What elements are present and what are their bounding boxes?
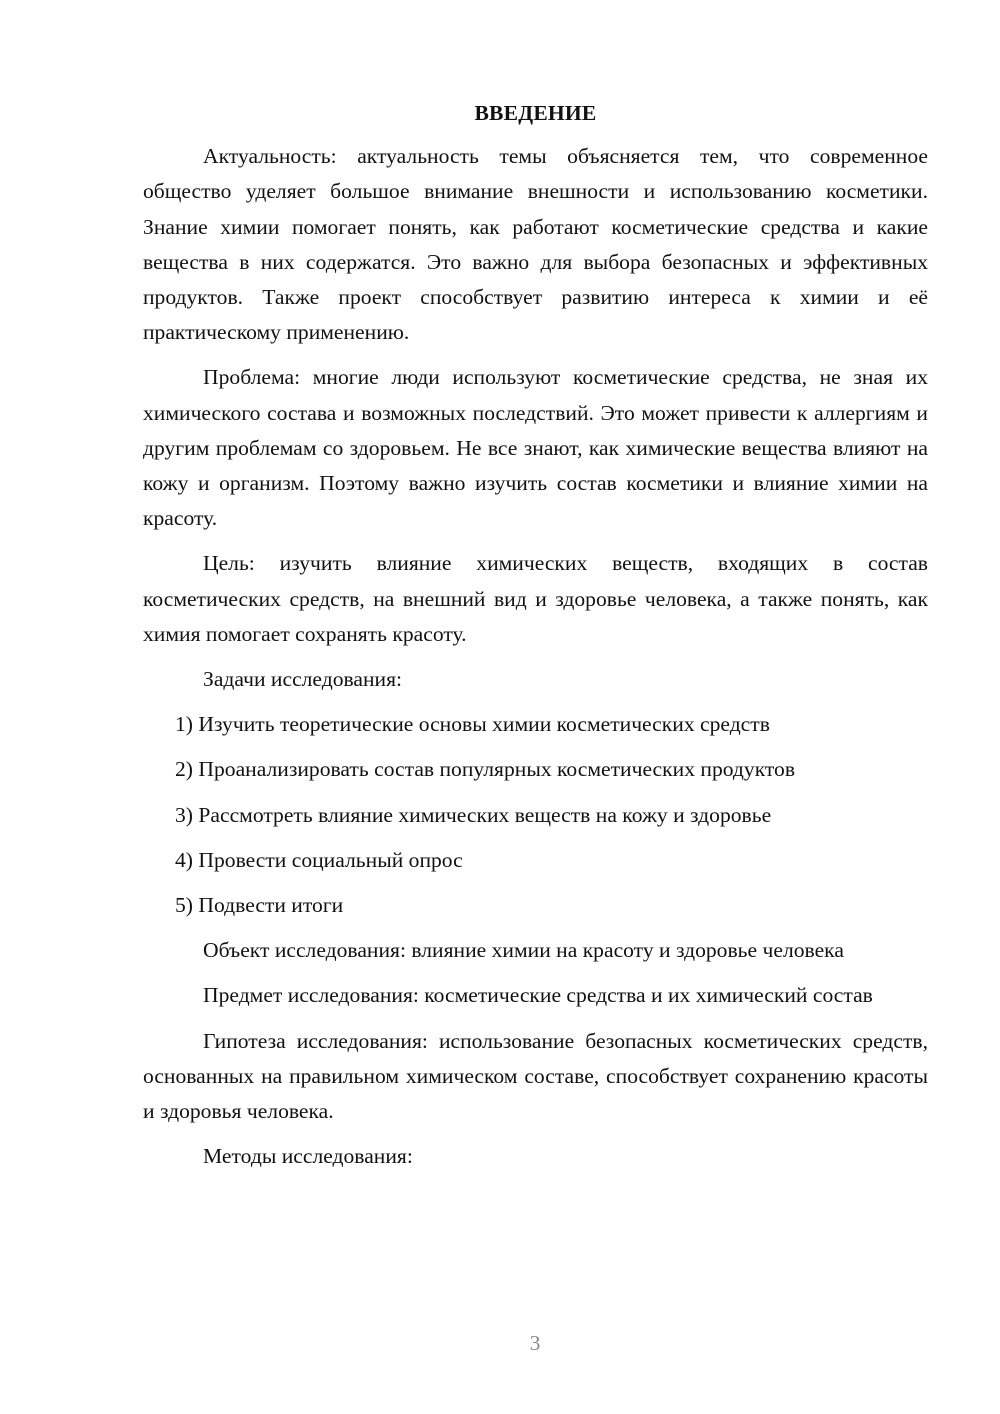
methods-heading: Методы исследования: [203,1144,413,1169]
tasks-heading: Задачи исследования: [203,667,403,692]
task-item: 2) Проанализировать состав популярных косметических продуктов [175,757,796,782]
hypothesis-paragraph: Гипотеза исследования: использование безопасных косметических средств, основанных на правильном химическом составе, способствует сохранению красоты и здоровья человека. [143,1028,928,1124]
task-item: 4) Провести социальный опрос [175,847,463,872]
problem-paragraph: Проблема: многие люди используют косметические средства, не зная их химического состава и возможных последствий. Это может привести к аллергиям и другим проблемам со здоровьем. Не все знают, как химические вещества влияют на кожу и организм. Поэтому важно изучить состав косметики и влияние химии на красоту. [143,365,928,531]
task-item: 3) Рассмотреть влияние химических веществ на кожу и здоровье [175,802,772,827]
page-number: 3 [529,1331,541,1355]
document-page [143,96,928,1184]
tasks-list [143,707,928,923]
goal-paragraph: Цель: изучить влияние химических веществ, входящих в состав косметических средств, на внешний вид и здоровье человека, а также понять, как химия помогает сохранять красоту. [143,551,928,646]
relevance-paragraph: Актуальность: актуальность темы объясняется тем, что современное общество уделяет большое внимание внешности и использованию косметики. Знание химии помогает понять, как работают косметические средства и какие вещества в них содержатся. Это важно для выбора безопасных и эффективных продуктов. Также проект способствует развитию интереса к химии и её практическому применению. [143,144,928,345]
task-item: 5) Подвести итоги [175,893,344,918]
object-paragraph: Объект исследования: влияние химии на красоту и здоровье человека [203,938,844,963]
subject-paragraph: Предмет исследования: косметические средства и их химический состав [203,983,873,1008]
page-title: ВВЕДЕНИЕ [474,101,597,125]
task-item: 1) Изучить теоретические основы химии косметических средств [175,712,770,737]
